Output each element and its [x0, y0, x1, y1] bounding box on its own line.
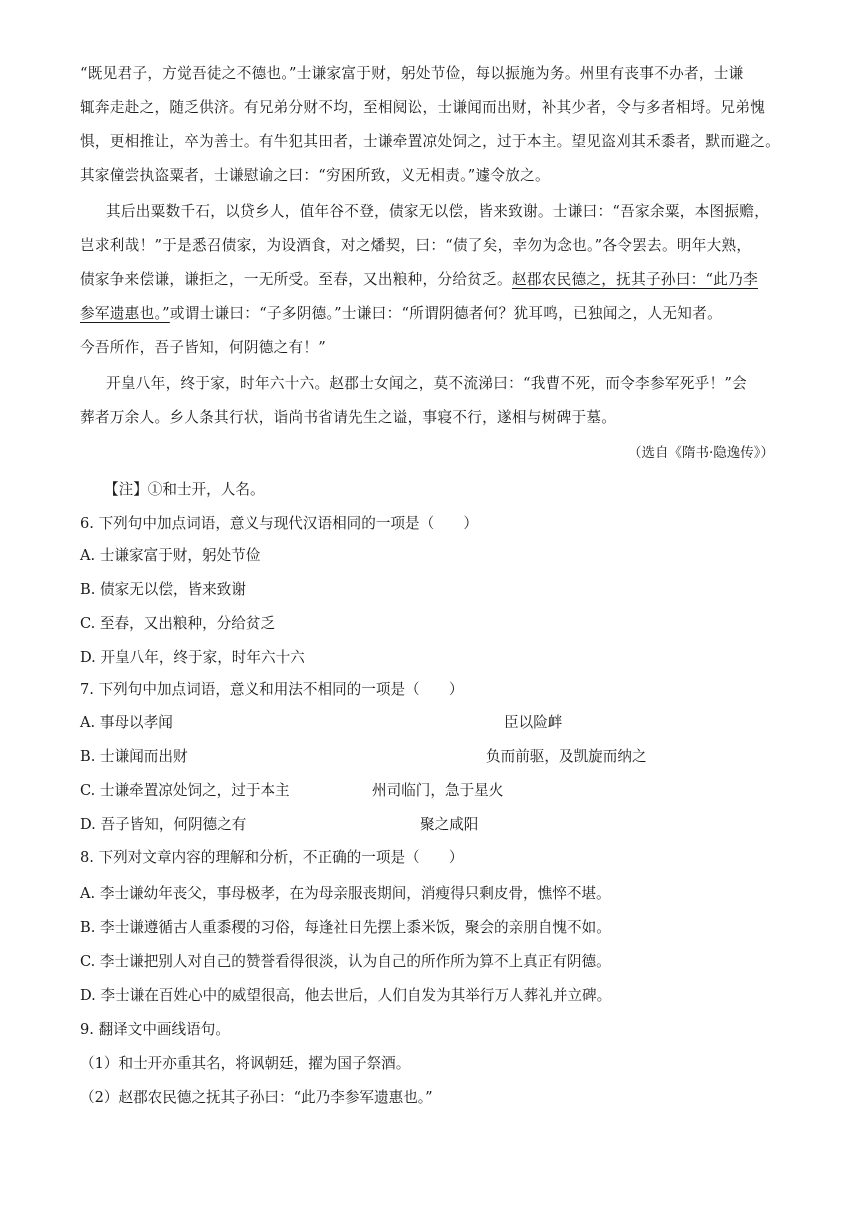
passage-text: 或谓士谦曰：“子多阴德。”士谦曰：“所谓阴德者何？犹耳鸣，已独闻之，人无知者。: [169, 305, 722, 322]
option-b-left: B. 士谦闻而出财: [80, 748, 188, 765]
option-b-right: 负而前驱，及凯旋而纳之: [486, 748, 647, 765]
passage-source: （选自《隋书·隐逸传》）: [627, 445, 774, 461]
option-c: C. 李士谦把别人对自己的赞誉看得很淡，认为自己的所作所为算不上真正有阴德。: [80, 953, 611, 970]
question-stem: 8. 下列对文章内容的理解和分析，不正确的一项是（ ）: [80, 849, 464, 866]
question-stem: 7. 下列句中加点词语，意义和用法不相同的一项是（ ）: [80, 681, 464, 698]
question-stem: 9. 翻译文中画线语句。: [80, 1021, 230, 1038]
option-a-right: 臣以险衅: [504, 714, 563, 731]
passage-line: 葬者万余人。乡人条其行状，诣尚书省请先生之谥，事寝不行，遂相与树碑于墓。: [80, 409, 617, 426]
passage-line: [80, 304, 722, 324]
passage-line: 辄奔走赴之，随乏供济。有兄弟分财不均，至相阋讼，士谦闻而出财，补其少者，令与多者相埒。兄弟愧: [80, 99, 766, 116]
option-d: D. 开皇八年，终于家，时年六十六: [80, 649, 305, 666]
passage-line: 开皇八年，终于家，时年六十六。赵郡士女闻之，莫不流涕曰：“我曹不死，而令李参军死乎！”会: [106, 375, 748, 392]
underlined-sentence: 参军遗惠也。”: [80, 305, 170, 322]
option-d: D. 李士谦在百姓心中的威望很高，他去世后，人们自发为其举行万人葬礼并立碑。: [80, 987, 612, 1004]
option-a: A. 士谦家富于财，躬处节俭: [80, 547, 261, 564]
option-d-right: 聚之咸阳: [420, 816, 479, 833]
passage-line: 其家僮尝执盗粟者，士谦慰谕之曰：“穷困所致，义无相责。”遽令放之。: [80, 167, 550, 184]
question-stem: 6. 下列句中加点词语，意义与现代汉语相同的一项是（ ）: [80, 515, 479, 532]
passage-line: 其后出粟数千石，以贷乡人，值年谷不登，债家无以偿，皆来致谢。士谦曰：“吾家余粟，本图振赡，: [106, 203, 770, 220]
option-a-left: A. 事母以孝闻: [80, 714, 173, 731]
footnote: 【注】①和士开，人名。: [104, 481, 265, 498]
option-c-left: C. 士谦牵置凉处饲之，过于本主: [80, 782, 290, 799]
passage-line: “既见君子，方觉吾徒之不德也。”士谦家富于财，躬处节俭，每以振施为务。州里有丧事不办者，士谦: [80, 65, 744, 82]
option-c: C. 至春，又出粮种，分给贫乏: [80, 615, 276, 632]
underlined-sentence: 赵郡农民德之，抚其子孙曰：“此乃李: [511, 271, 758, 288]
option-b: B. 债家无以偿，皆来致谢: [80, 581, 246, 598]
translation-item-2: （2）赵郡农民德之抚其子孙曰：“此乃李参军遗惠也。”: [80, 1089, 433, 1106]
passage-line: [80, 270, 758, 290]
translation-item-1: （1）和士开亦重其名，将讽朝廷，擢为国子祭酒。: [80, 1055, 411, 1072]
option-b: B. 李士谦遵循古人重黍稷的习俗，每逢社日先摆上黍米饭，聚会的亲朋自愧不如。: [80, 919, 611, 936]
passage-line: 惧，更相推让，卒为善士。有牛犯其田者，士谦牵置凉处饲之，过于本主。望见盗刈其禾黍者，默而避之。: [80, 133, 781, 150]
passage-line: 今吾所作，吾子皆知，何阴德之有！”: [80, 339, 327, 356]
option-a: A. 李士谦幼年丧父，事母极孝，在为母亲服丧期间，消瘦得只剩皮骨，憔悴不堪。: [80, 885, 611, 902]
option-d-left: D. 吾子皆知，何阴德之有: [80, 816, 247, 833]
passage-text: 债家争来偿谦，谦拒之，一无所受。至春，又出粮种，分给贫乏。: [80, 271, 512, 288]
option-c-right: 州司临门，急于星火: [372, 782, 504, 799]
passage-line: 岂求利哉！”于是悉召债家，为设酒食，对之燔契，曰：“债了矣，幸勿为念也。”各令罢去。明年大熟，: [80, 237, 752, 254]
